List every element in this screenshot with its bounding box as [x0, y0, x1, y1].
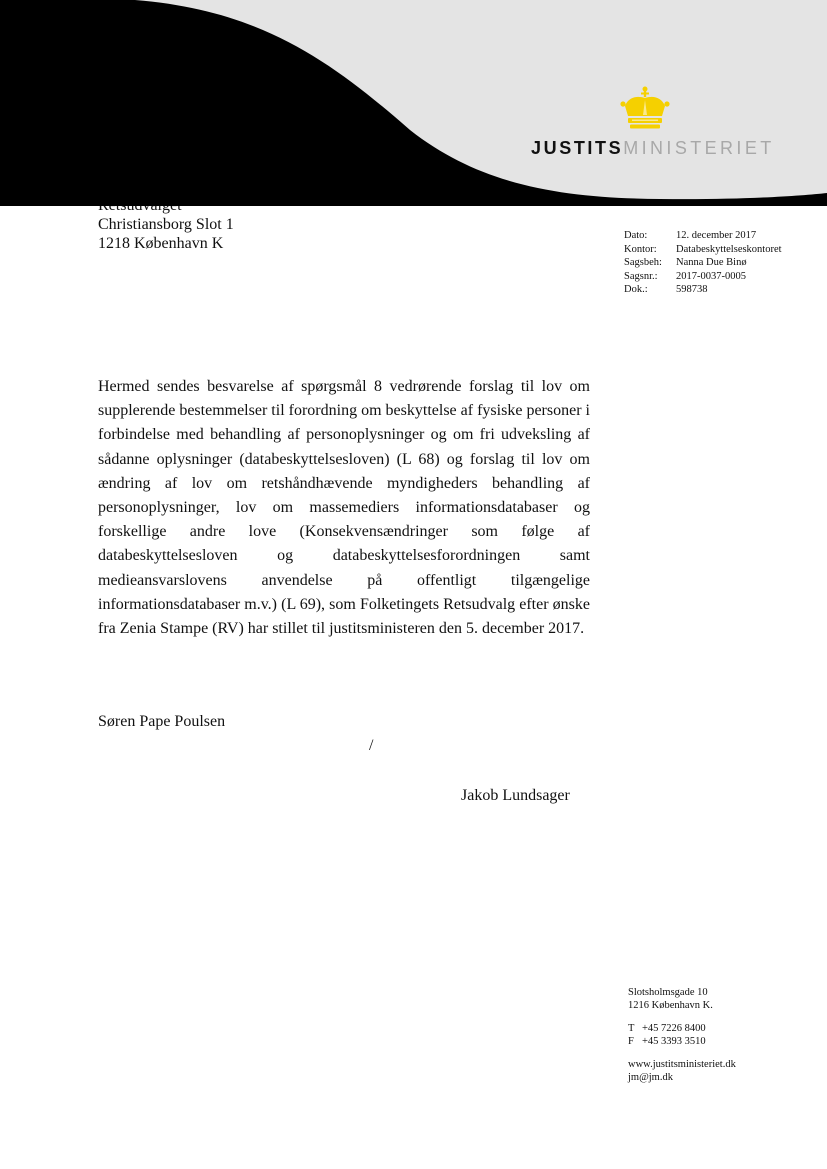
footer-email-link[interactable]: jm@jm.dk	[628, 1072, 673, 1083]
meta-label: Dok.:	[624, 284, 648, 295]
logo-light-text: MINISTERIET	[623, 138, 775, 158]
phone-prefix: T	[628, 1023, 635, 1034]
signature-separator: /	[369, 737, 374, 754]
meta-row	[624, 229, 782, 243]
footer-phone	[628, 1022, 736, 1035]
recipient-line-2: Christiansborg Slot 1	[98, 216, 234, 233]
fax-number: +45 3393 3510	[642, 1036, 706, 1047]
meta-row	[624, 270, 782, 284]
phone-number: +45 7226 8400	[642, 1023, 706, 1034]
letterhead-wave	[0, 0, 827, 206]
footer-website-link[interactable]: www.justitsministeriet.dk	[628, 1059, 736, 1070]
meta-value: 12. december 2017	[676, 230, 757, 241]
official-name: Jakob Lundsager	[461, 787, 570, 804]
recipient-line-3: 1218 København K	[98, 235, 224, 252]
footer-address-line-1: Slotsholmsgade 10	[628, 987, 708, 998]
meta-value: 2017-0037-0005	[676, 270, 746, 282]
footer-fax	[628, 1035, 736, 1048]
letterhead	[0, 0, 827, 206]
meta-label: Sagsnr.:	[624, 270, 658, 282]
minister-name: Søren Pape Poulsen	[98, 713, 226, 730]
logo-bold-text: JUSTITS	[531, 138, 624, 158]
meta-row	[624, 256, 782, 270]
contact-footer	[628, 986, 736, 1084]
case-metadata	[624, 229, 782, 297]
meta-label: Kontor:	[624, 243, 657, 255]
meta-value: Databeskyttelseskontoret	[676, 243, 782, 255]
crown-icon	[620, 86, 670, 130]
meta-row	[624, 243, 782, 257]
footer-address-line-2: 1216 København K.	[628, 1000, 713, 1011]
ministry-logo	[531, 137, 775, 159]
fax-prefix: F	[628, 1036, 634, 1047]
letter-body: Hermed sendes besvarelse af spørgsmål 8 vedrørende forslag til lov om supplerende bestemmelser til forordning om beskyttelse af fysiske personer i forbindelse med behandling af personoplysninger og om fri udveksling af sådanne oplysninger (databeskyttelsesloven) (L 68) og forslag til lov om ændring af lov om retshåndhævende myndigheders behandling af personoplysninger, lov om massemediers informationsdatabaser og forskellige andre love (Konsekvensændringer som følge af databeskyttelsesloven og databeskyttelsesforordningen samt medieansvarslovens anvendelse på offentligt tilgængelige informationsdatabaser m.v.) (L 69), som Folketingets Retsudvalg efter ønske fra Zenia Stampe (RV) har stillet til justitsministeren den 5. december 2017.	[98, 378, 590, 638]
meta-row	[624, 283, 782, 297]
meta-value: 598738	[676, 284, 708, 295]
meta-label: Sagsbeh:	[624, 257, 662, 268]
meta-value: Nanna Due Binø	[676, 257, 747, 268]
meta-label: Dato:	[624, 230, 648, 241]
